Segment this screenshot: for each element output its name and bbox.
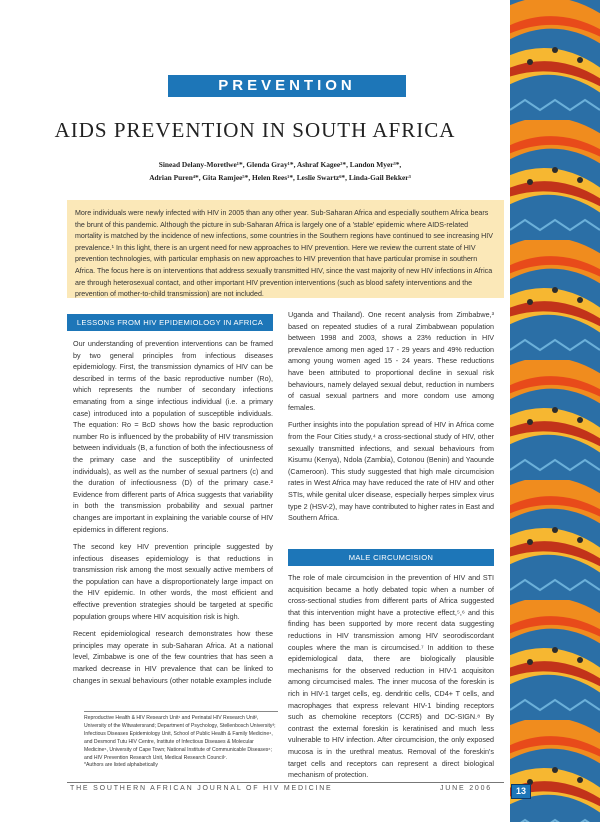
authors-line-1: Sinead Delany-Moretlwe¹*, Glenda Gray¹*, Ashraf Kagee²*, Landon Myer³*, [158, 160, 402, 169]
author-list [120, 158, 440, 184]
authors-note: *Authors are listed alphabetically [84, 762, 158, 769]
paragraph: The role of male circumcision in the prevention of HIV and STI acquisition became a hotly debated topic when a number of cross-sectional studies from different parts of Africa suggested that this intervention might have a protective effect,⁵,⁶ and this finding has been supported by more recent data suggesting reductions in HIV transmission among HIV seorodiscordant couples where the man is circumcised.⁷ In addition to these epidemiological data, there are biologically plausible mechanisms for the observed reduction in HIV-1 acquisiton among circumcised males. The inner mucosa of the foreskin is rich in HIV-1 target cells, eg. dendritic cells, CD4+ T cells, and macrophages that express relevant HIV-1 binding receptors such as chemokine receptors (CCR5) and DC-SIGN.⁸ By contrast the external foreskin is keratinised and much less vulnerable to HIV infection. After circumcision, the only exposed mucosa is in the urethral meatus. Removal of the foreskin's target cells and receptors can represent a direct biological mechanism of protection. [288, 573, 494, 780]
right-column-lower [288, 572, 494, 787]
footer-date: JUNE 2006 [440, 785, 492, 792]
left-column [73, 338, 273, 692]
paragraph: Recent epidemiological research demonstrates how these principles may operate in sub-Saharan Africa. At a national level, Zimbabwe is one of the few countries that has seen a marked decrease in HIV prevalence that can be linked to changes in sexual behaviours (other notable examples include [73, 629, 273, 685]
paragraph: Further insights into the population spread of HIV in Africa come from the Four Cities study,⁴ a cross-sectional study of HIV, other sexually transmitted infections, and sexual behaviours from Kisumu (Kenya), Ndola (Zambia), Cotonou (Benin) and Yaounde (Cameroon). This study suggested that high male circumcision rates in West Africa may have reduced the rate of HIV and other STIs, while genital ulcer disease, especially herpes simplex virus type 2 (HSV-2), may have contributed to higher rates in East and Southern Africa. [288, 420, 494, 523]
african-pattern-graphic [510, 0, 600, 822]
paragraph: Our understanding of prevention interventions can be framed by two general principles from infectious diseases epidemiology. First, the transmission dynamics of HIV can be described in terms of the basic reproductive number (Ro), which represents the number of secondary infections emanating from a singe infectious individual (i.e. a primary case) introduced into a population of susceptible individuals. The equation: Ro = BcD shows how the basic reproduction number Ro is influenced by the probability of HIV transmission between individuals (B, a function of both the infectiousness of the primary case and the susceptibility of uninfected individuals), as well as the number of sexual partners (c) and the duration of infectiousness (D) of the primary case.² Evidence from different parts of Africa suggests that variability in both the transmission probability and sexual partner changes are important in explaining the variable course of HIV epidemics in different regions. [73, 339, 273, 534]
footer-journal-name: THE SOUTHERN AFRICAN JOURNAL OF HIV MEDICINE [70, 785, 333, 792]
right-column [288, 309, 494, 530]
page-number: 13 [511, 784, 531, 799]
section-heading-male-circumcision: MALE CIRCUMCISION [288, 549, 494, 566]
authors-line-2: Adrian Puren⁴*, Gita Ramjee⁵*, Helen Rees¹*, Leslie Swartz⁶*, Linda-Gail Bekker³ [149, 173, 411, 182]
decorative-border [510, 0, 600, 822]
abstract-box: More individuals were newly infected with HIV in 2005 than any other year. Sub-Saharan Africa and especially southern Africa bears the brunt of this pandemic. Although the picture in sub-Saharan Africa is largely one of a 'stable' epidemic where AIDS-related mortality is matched by the incidence of new infections, some countries in the Southern regions have continued to see increasing HIV prevalence.¹ In this light, there is an urgent need for new approaches to HIV prevention. Here we review the current state of HIV prevention technologies, with particular emphasis on new approaches to HIV prevention that have particular promise in southern Africa. The focus here is on interventions that address sexually transmitted HIV, since the vast majority of new HIV infections in Africa are through heterosexual contact, and other important HIV prevention interventions (such as blood safety interventions and the prevention of mother-to-child transmission) are not included. [67, 200, 504, 298]
article-title: AIDS PREVENTION IN SOUTH AFRICA [54, 118, 456, 142]
affiliation-footnote [84, 711, 278, 770]
footer-rule [67, 782, 504, 783]
paragraph: The second key HIV prevention principle suggested by infectious diseases epidemiology is that reductions in transmission risk among the most sexually active members of the population can have a disproportionately large impact on the HIV epidemic. In other words, the most efficient and effective prevention strategies should be targeted at specific population groups where HIV acquisition risk is high. [73, 542, 273, 621]
section-heading-epidemiology: LESSONS FROM HIV EPIDEMIOLOGY IN AFRICA [67, 314, 273, 331]
section-banner: PREVENTION [168, 75, 406, 97]
affiliations: Reproductive Health & HIV Research Unit¹ and Perinatal HIV Research Unit², University of the Witwatersrand; Department of Psychology, Stellenbosch University³; Infectious Diseases Epidemiology Unit, School of Public Health & Family Medicine⁴, and Desmond Tutu HIV Centre, Institute of Infectious Diseases & Molecular Medicine⁵, University of Cape Town; National Institute of Communicable Diseases⁶; and HIV Prevention Research Unit, Medical Research Council⁷. [84, 715, 276, 761]
paragraph: Uganda and Thailand). One recent analysis from Zimbabwe,³ based on repeated studies of a rural Zimbabwean population between 1998 and 2003, shows a 23% reduction in HIV prevalence among men aged 17 - 29 years and 49% reduction among young women aged 15 - 24 years. These reductions have been attributed to proportional decline in sexual risk behaviours, namely delayed sexual debut, reduction in numbers of casual sexual partners and more condom use among females. [288, 310, 494, 412]
